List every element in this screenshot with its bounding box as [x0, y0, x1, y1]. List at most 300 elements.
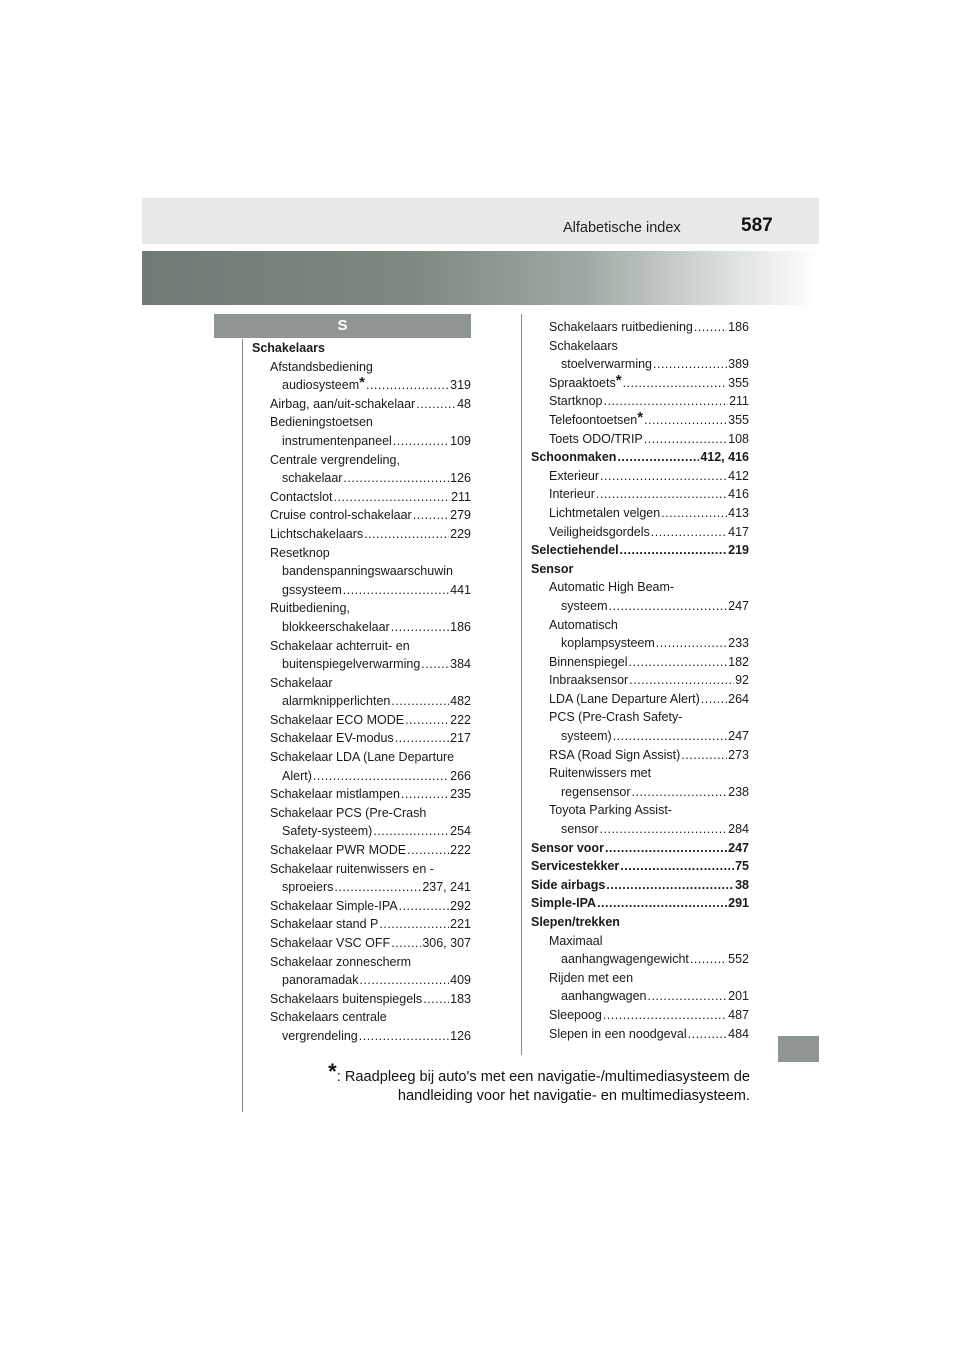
dot-leader: [334, 488, 451, 507]
index-sub-entry: [252, 953, 471, 972]
entry-label: Binnenspiegel: [549, 654, 628, 669]
index-sub-entry: [531, 408, 749, 430]
entry-label: Contactslot: [270, 489, 333, 504]
dot-leader: [401, 785, 449, 804]
entry-label: Afstandsbediening: [270, 359, 373, 374]
dot-leader: [413, 506, 449, 525]
entry-text: [282, 581, 342, 600]
index-main-entry: [531, 876, 749, 895]
dot-leader: [629, 653, 728, 672]
entry-label: Schakelaars ruitbediening: [549, 320, 693, 334]
index-sub-entry: [531, 1006, 749, 1025]
index-sub-entry: [252, 990, 471, 1009]
entry-label: Schakelaar PWR MODE: [270, 843, 407, 858]
entry-text: [549, 653, 628, 672]
dot-leader: [379, 915, 449, 934]
entry-label: Schakelaars: [549, 338, 618, 353]
index-sub-entry: [252, 897, 471, 916]
entry-text: [549, 318, 693, 337]
dot-leader: [648, 987, 728, 1006]
asterisk-marker: *: [359, 374, 365, 392]
entry-text: [549, 690, 700, 709]
page-ref: 273: [728, 747, 749, 762]
index-sub-entry: [252, 544, 471, 563]
page-ref: 552: [728, 952, 749, 967]
side-thumb-tab: [778, 1036, 819, 1062]
entry-label: Lichtschakelaars: [270, 526, 364, 541]
index-main-entry: [531, 541, 749, 560]
page-ref: 182: [728, 654, 749, 669]
page-header-title: Alfabetische index: [563, 220, 681, 236]
decorative-gradient-band: [142, 251, 819, 305]
entry-text: [270, 729, 394, 748]
entry-label: Exterieur: [549, 468, 600, 483]
entry-text: [270, 785, 400, 804]
entry-label: alarmknipperlichten: [282, 694, 391, 709]
entry-text: [549, 746, 680, 765]
entry-label: Telefoontoetsen: [549, 412, 638, 427]
index-main-entry: [531, 857, 749, 876]
dot-leader: [606, 876, 734, 895]
entry-label: koplampsysteem: [561, 636, 655, 651]
index-sub-entry: [531, 671, 749, 690]
entry-text: [282, 971, 358, 990]
entry-label: instrumentenpaneel: [282, 433, 392, 448]
index-sub-entry: [252, 618, 471, 637]
entry-text: [282, 822, 372, 841]
index-sub-entry: [252, 841, 471, 860]
asterisk-marker: *: [615, 371, 622, 389]
entry-label: schakelaar: [282, 471, 343, 486]
entry-label: Ruitbediening,: [270, 601, 350, 616]
page-ref: 211: [451, 489, 471, 504]
page-ref: 292: [450, 898, 471, 913]
page-ref: 482: [450, 694, 471, 709]
index-column-right: [531, 318, 749, 1043]
dot-leader: [343, 581, 449, 600]
entry-label: Simple-IPA: [531, 896, 597, 911]
entry-label: Ruitenwissers met: [549, 766, 652, 781]
entry-label: Automatisch: [549, 617, 618, 632]
page-ref: 413: [728, 505, 749, 520]
dot-leader: [661, 504, 727, 523]
dot-leader: [653, 355, 727, 374]
entry-label: Sleepoog: [549, 1007, 602, 1022]
entry-label: Schakelaars centrale: [270, 1010, 387, 1025]
entry-label: PCS (Pre-Crash Safety-: [549, 710, 683, 725]
page-ref: 126: [450, 471, 471, 486]
entry-text: [549, 392, 603, 411]
entry-text: [270, 934, 390, 953]
index-sub-entry: [252, 1027, 471, 1046]
index-sub-entry: [252, 692, 471, 711]
entry-label: RSA (Road Sign Assist): [549, 747, 681, 762]
index-main-entry: [531, 560, 749, 579]
entry-text: [531, 541, 619, 560]
index-sub-entry: [531, 801, 749, 820]
dot-leader: [694, 318, 727, 337]
entry-label: Schakelaar mistlampen: [270, 787, 400, 802]
entry-label: Veiligheidsgordels: [549, 524, 650, 539]
index-sub-entry: [252, 878, 471, 897]
entry-label: Sensor: [531, 561, 574, 576]
entry-text: [270, 525, 363, 544]
entry-label: Airbag, aan/uit-schakelaar: [270, 396, 416, 411]
footnote-asterisk: *: [328, 1059, 337, 1084]
footnote-line-2: handleiding voor het navigatie- en multimediasysteem.: [397, 1088, 750, 1104]
page-ref: 229: [450, 526, 471, 541]
entry-text: [282, 469, 342, 488]
page-ref: 484: [728, 1026, 749, 1041]
page-ref: 108: [728, 431, 749, 446]
dot-leader: [421, 655, 449, 674]
dot-leader: [334, 878, 421, 897]
index-sub-entry: [531, 746, 749, 765]
header-bar: [142, 198, 819, 244]
index-sub-entry: [531, 616, 749, 635]
entry-label: Schoonmaken: [531, 450, 617, 465]
dot-leader: [313, 767, 449, 786]
entry-label: Schakelaar EV-modus: [270, 731, 394, 746]
page-ref: 186: [728, 320, 749, 334]
entry-label: sensor: [561, 822, 599, 837]
page-ref: 389: [728, 357, 749, 372]
dot-leader: [395, 729, 449, 748]
dot-leader: [613, 727, 727, 746]
index-sub-entry: [531, 969, 749, 988]
entry-text: [561, 355, 652, 374]
entry-label: Schakelaar Simple-IPA: [270, 898, 398, 913]
page-ref: 266: [450, 768, 471, 783]
entry-text: [531, 894, 596, 913]
index-sub-entry: [252, 562, 471, 581]
entry-label: Safety-systeem): [282, 824, 373, 839]
dot-leader: [391, 692, 449, 711]
index-sub-entry: [531, 318, 749, 337]
index-sub-entry: [531, 987, 749, 1006]
entry-label: Selectiehendel: [531, 543, 619, 558]
index-sub-entry: [252, 915, 471, 934]
index-sub-entry: [252, 376, 471, 395]
entry-text: [549, 371, 622, 393]
entry-text: [549, 523, 650, 542]
dot-leader: [701, 690, 727, 709]
entry-text: [282, 618, 390, 637]
entry-label: systeem: [561, 598, 608, 613]
index-sub-entry: [252, 1008, 471, 1027]
dot-leader: [651, 523, 727, 542]
index-sub-entry: [531, 467, 749, 486]
footnote: [310, 1059, 750, 1106]
index-sub-entry: [531, 950, 749, 969]
dot-leader: [393, 432, 449, 451]
dot-leader: [681, 746, 727, 765]
entry-text: [561, 820, 599, 839]
entry-text: [270, 915, 378, 934]
page-ref: 237, 241: [422, 880, 471, 895]
dot-leader: [605, 839, 727, 858]
page-ref: 201: [728, 989, 749, 1004]
page-ref: 219: [728, 543, 749, 558]
index-sub-entry: [531, 597, 749, 616]
entry-label: Alert): [282, 768, 312, 783]
index-sub-entry: [252, 599, 471, 618]
page-ref: 487: [728, 1007, 749, 1022]
index-main-entry: [531, 839, 749, 858]
page-ref: 441: [450, 582, 471, 597]
page-ref: 217: [450, 731, 471, 746]
dot-leader: [366, 376, 449, 395]
page-ref: 319: [450, 378, 471, 393]
dot-leader: [620, 541, 728, 560]
entry-label: stoelverwarming: [561, 357, 653, 372]
dot-leader: [343, 469, 449, 488]
dot-leader: [423, 990, 449, 1009]
entry-label: regensensor: [561, 784, 631, 799]
index-sub-entry: [252, 729, 471, 748]
entry-label: Interieur: [549, 487, 595, 502]
entry-label: Schakelaar ruitenwissers en -: [270, 861, 434, 876]
entry-text: [561, 783, 631, 802]
dot-leader: [632, 783, 728, 802]
dot-leader: [617, 448, 699, 467]
index-main-entry: [531, 913, 749, 932]
entry-label: Schakelaar ECO MODE: [270, 712, 405, 727]
index-sub-entry: [252, 488, 471, 507]
page-ref: 186: [450, 619, 471, 634]
index-main-entry: [531, 448, 749, 467]
entry-label: Cruise control-schakelaar: [270, 508, 412, 523]
index-sub-entry: [252, 655, 471, 674]
page-ref: 355: [728, 375, 749, 390]
left-margin-rule: [242, 339, 243, 1112]
entry-label: audiosysteem: [282, 378, 360, 393]
entry-label: Slepen/trekken: [531, 915, 620, 929]
entry-label: Toyota Parking Assist-: [549, 803, 672, 818]
dot-leader: [600, 820, 728, 839]
entry-text: [531, 876, 605, 895]
index-sub-entry: [252, 711, 471, 730]
index-sub-entry: [252, 785, 471, 804]
index-sub-entry: [252, 637, 471, 656]
entry-text: [549, 504, 660, 523]
entry-text: [270, 897, 398, 916]
entry-text: [549, 1006, 602, 1025]
index-sub-entry: [531, 820, 749, 839]
entry-text: [270, 711, 404, 730]
page-number: 587: [741, 215, 773, 236]
index-sub-entry: [252, 451, 471, 470]
index-sub-entry: [531, 783, 749, 802]
entry-label: systeem): [561, 729, 612, 744]
entry-label: Resetknop: [270, 545, 330, 560]
page-ref: 222: [450, 843, 471, 858]
entry-text: [270, 506, 412, 525]
page-ref: 279: [450, 508, 471, 523]
page-ref: 247: [728, 729, 749, 744]
dot-leader: [597, 894, 727, 913]
page-ref: 183: [450, 991, 471, 1006]
page-ref: 222: [450, 712, 471, 727]
entry-text: [282, 1027, 358, 1046]
index-sub-entry: [252, 934, 471, 953]
section-letter-tab: S: [214, 314, 471, 338]
entry-label: LDA (Lane Departure Alert): [549, 691, 700, 706]
index-sub-entry: [531, 653, 749, 672]
dot-leader: [596, 485, 727, 504]
index-sub-entry: [531, 523, 749, 542]
entry-label: Inbraaksensor: [549, 673, 629, 688]
entry-text: [549, 485, 595, 504]
page-ref: 235: [450, 787, 471, 802]
entry-text: [549, 408, 644, 430]
index-sub-entry: [531, 337, 749, 356]
entry-text: [531, 857, 619, 876]
dot-leader: [407, 841, 449, 860]
page-ref: 412, 416: [700, 450, 749, 465]
entry-text: [561, 987, 647, 1006]
entry-label: vergrendeling: [282, 1028, 358, 1043]
index-sub-entry: [531, 727, 749, 746]
entry-text: [282, 767, 312, 786]
entry-label: aanhangwagen: [561, 989, 647, 1004]
dot-leader: [391, 934, 421, 953]
page-ref: 384: [450, 657, 471, 672]
entry-label: Schakelaar VSC OFF: [270, 936, 391, 950]
dot-leader: [405, 711, 449, 730]
entry-label: gssysteem: [282, 582, 342, 597]
dot-leader: [623, 374, 728, 393]
index-main-entry: [531, 894, 749, 913]
index-sub-entry: [531, 634, 749, 653]
index-main-entry: [252, 339, 471, 358]
index-sub-entry: [252, 469, 471, 488]
entry-label: Side airbags: [531, 877, 606, 892]
entry-text: [561, 727, 612, 746]
entry-label: Schakelaar stand P: [270, 917, 379, 932]
asterisk-marker: *: [637, 408, 644, 426]
dot-leader: [644, 430, 727, 449]
dot-leader: [644, 411, 727, 430]
entry-text: [270, 395, 415, 414]
dot-leader: [629, 671, 734, 690]
index-sub-entry: [252, 971, 471, 990]
dot-leader: [359, 1027, 449, 1046]
entry-text: [282, 878, 333, 897]
index-sub-entry: [531, 355, 749, 374]
entry-label: Schakelaar LDA (Lane Departure: [270, 750, 455, 765]
entry-label: Toets ODO/TRIP: [549, 431, 643, 446]
page-ref: 355: [728, 412, 749, 427]
entry-label: Schakelaar: [270, 675, 333, 690]
index-sub-entry: [252, 581, 471, 600]
footnote-line-1: [310, 1059, 750, 1087]
index-sub-entry: [531, 371, 749, 393]
entry-text: [282, 655, 420, 674]
index-sub-entry: [531, 485, 749, 504]
page-ref: 38: [735, 877, 749, 892]
page-ref: 233: [728, 636, 749, 651]
entry-label: Startknop: [549, 394, 603, 409]
entry-label: bandenspanningswaarschuwin: [282, 564, 453, 579]
entry-text: [561, 597, 608, 616]
dot-leader: [620, 857, 734, 876]
index-sub-entry: [252, 860, 471, 879]
entry-label: Schakelaars: [252, 341, 325, 355]
dot-leader: [688, 1025, 728, 1044]
entry-label: Lichtmetalen velgen: [549, 505, 661, 520]
page-ref: 221: [450, 917, 471, 932]
dot-leader: [373, 822, 449, 841]
index-sub-entry: [531, 1025, 749, 1044]
entry-text: [270, 990, 422, 1009]
entry-label: Automatic High Beam-: [549, 580, 675, 595]
entry-label: Spraaktoets: [549, 375, 616, 390]
page-ref: 92: [735, 673, 749, 688]
index-sub-entry: [252, 674, 471, 693]
page-ref: 247: [728, 598, 749, 613]
index-sub-entry: [531, 504, 749, 523]
dot-leader: [604, 392, 729, 411]
index-column-left: [252, 339, 471, 1046]
page-ref: 247: [728, 840, 749, 855]
page-ref: 291: [728, 896, 749, 911]
page-ref: 417: [728, 524, 749, 539]
dot-leader: [399, 897, 450, 916]
index-sub-entry: [252, 767, 471, 786]
index-sub-entry: [252, 432, 471, 451]
page-ref: 264: [728, 691, 749, 706]
index-sub-entry: [252, 395, 471, 414]
dot-leader: [609, 597, 728, 616]
index-sub-entry: [531, 430, 749, 449]
footnote-text-1: : Raadpleeg bij auto's met een navigatie-/multimediasysteem de: [336, 1069, 750, 1085]
entry-text: [561, 950, 689, 969]
entry-text: [549, 1025, 687, 1044]
index-sub-entry: [531, 932, 749, 951]
entry-text: [270, 841, 406, 860]
page-ref: 284: [728, 822, 749, 837]
entry-text: [531, 448, 616, 467]
column-divider: [521, 314, 522, 1055]
entry-label: buitenspiegelverwarming: [282, 657, 421, 672]
entry-label: Servicestekker: [531, 859, 620, 874]
entry-text: [549, 430, 643, 449]
entry-text: [282, 432, 392, 451]
index-sub-entry: [252, 525, 471, 544]
index-sub-entry: [252, 804, 471, 823]
dot-leader: [690, 950, 727, 969]
dot-leader: [600, 467, 727, 486]
index-sub-entry: [531, 708, 749, 727]
dot-leader: [364, 525, 449, 544]
index-sub-entry: [252, 506, 471, 525]
entry-label: Schakelaar zonnescherm: [270, 954, 412, 969]
entry-label: panoramadak: [282, 973, 359, 988]
entry-label: sproeiers: [282, 880, 334, 895]
dot-leader: [416, 395, 456, 414]
dot-leader: [391, 618, 449, 637]
dot-leader: [603, 1006, 727, 1025]
page-ref: 238: [728, 784, 749, 799]
index-sub-entry: [531, 690, 749, 709]
index-sub-entry: [252, 413, 471, 432]
entry-label: Maximaal: [549, 933, 603, 948]
index-sub-entry: [531, 578, 749, 597]
entry-text: [282, 692, 390, 711]
index-sub-entry: [252, 822, 471, 841]
page-ref: 306, 307: [422, 936, 471, 950]
